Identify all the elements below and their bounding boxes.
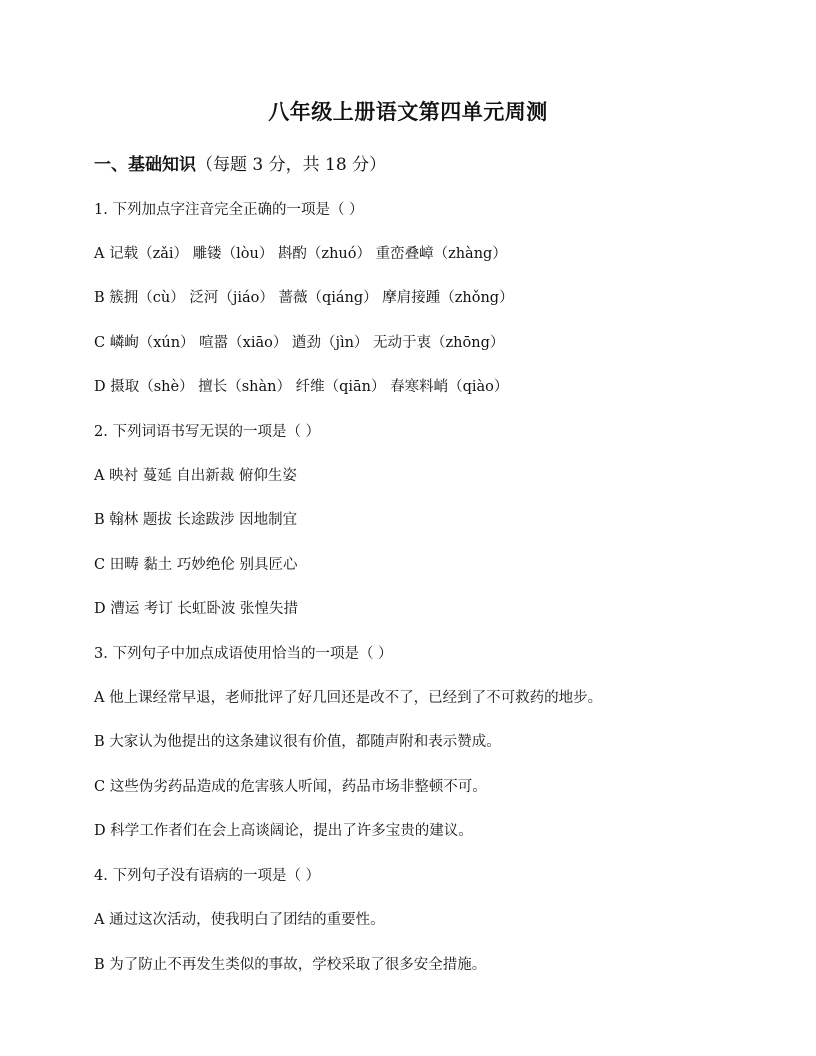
section-heading-label: 一、基础知识 <box>94 155 196 175</box>
question-1-option-c: C 嶙峋（xún） 喧嚣（xiāo） 遒劲（jìn） 无动于衷（zhōng） <box>94 335 505 351</box>
question-2-option-a: A 映衬 蔓延 自出新裁 俯仰生姿 <box>94 468 297 484</box>
question-2-option-c: C 田畴 黏土 巧妙绝伦 别具匠心 <box>94 557 298 573</box>
question-3-option-c: C 这些伪劣药品造成的危害骇人听闻，药品市场非整顿不可。 <box>94 779 487 795</box>
question-1: 1. 下列加点字注音完全正确的一项是（ ） <box>94 202 364 218</box>
question-3-option-b: B 大家认为他提出的这条建议很有价值，都随声附和表示赞成。 <box>94 734 501 750</box>
question-3: 3. 下列句子中加点成语使用恰当的一项是（ ） <box>94 646 393 662</box>
question-1-option-d: D 摄取（shè） 擅长（shàn） 纤维（qiān） 春寒料峭（qiào） <box>94 379 509 395</box>
question-3-option-d: D 科学工作者们在会上高谈阔论，提出了许多宝贵的建议。 <box>94 823 473 839</box>
question-1-option-b: B 簇拥（cù） 泛河（jiáo） 蔷薇（qiáng） 摩肩接踵（zhǒng） <box>94 290 514 306</box>
question-1-option-a: A 记载（zǎi） 雕镂（lòu） 斟酌（zhuó） 重峦叠嶂（zhàng） <box>94 246 507 262</box>
question-2-option-d: D 漕运 考订 长虹卧波 张惶失措 <box>94 601 299 617</box>
question-2: 2. 下列词语书写无误的一项是（ ） <box>94 424 321 440</box>
page-title: 八年级上册语文第四单元周测 <box>268 99 548 124</box>
question-4: 4. 下列句子没有语病的一项是（ ） <box>94 868 321 884</box>
question-4-option-a: A 通过这次活动，使我明白了团结的重要性。 <box>94 912 385 928</box>
section-heading-note: （每题 3 分，共 18 分） <box>196 155 387 175</box>
question-3-option-a: A 他上课经常早退，老师批评了好几回还是改不了，已经到了不可救药的地步。 <box>94 690 603 706</box>
question-2-option-b: B 翰林 题拔 长途跋涉 因地制宜 <box>94 512 298 528</box>
section-heading <box>94 150 386 175</box>
question-4-option-b: B 为了防止不再发生类似的事故，学校采取了很多安全措施。 <box>94 957 487 973</box>
